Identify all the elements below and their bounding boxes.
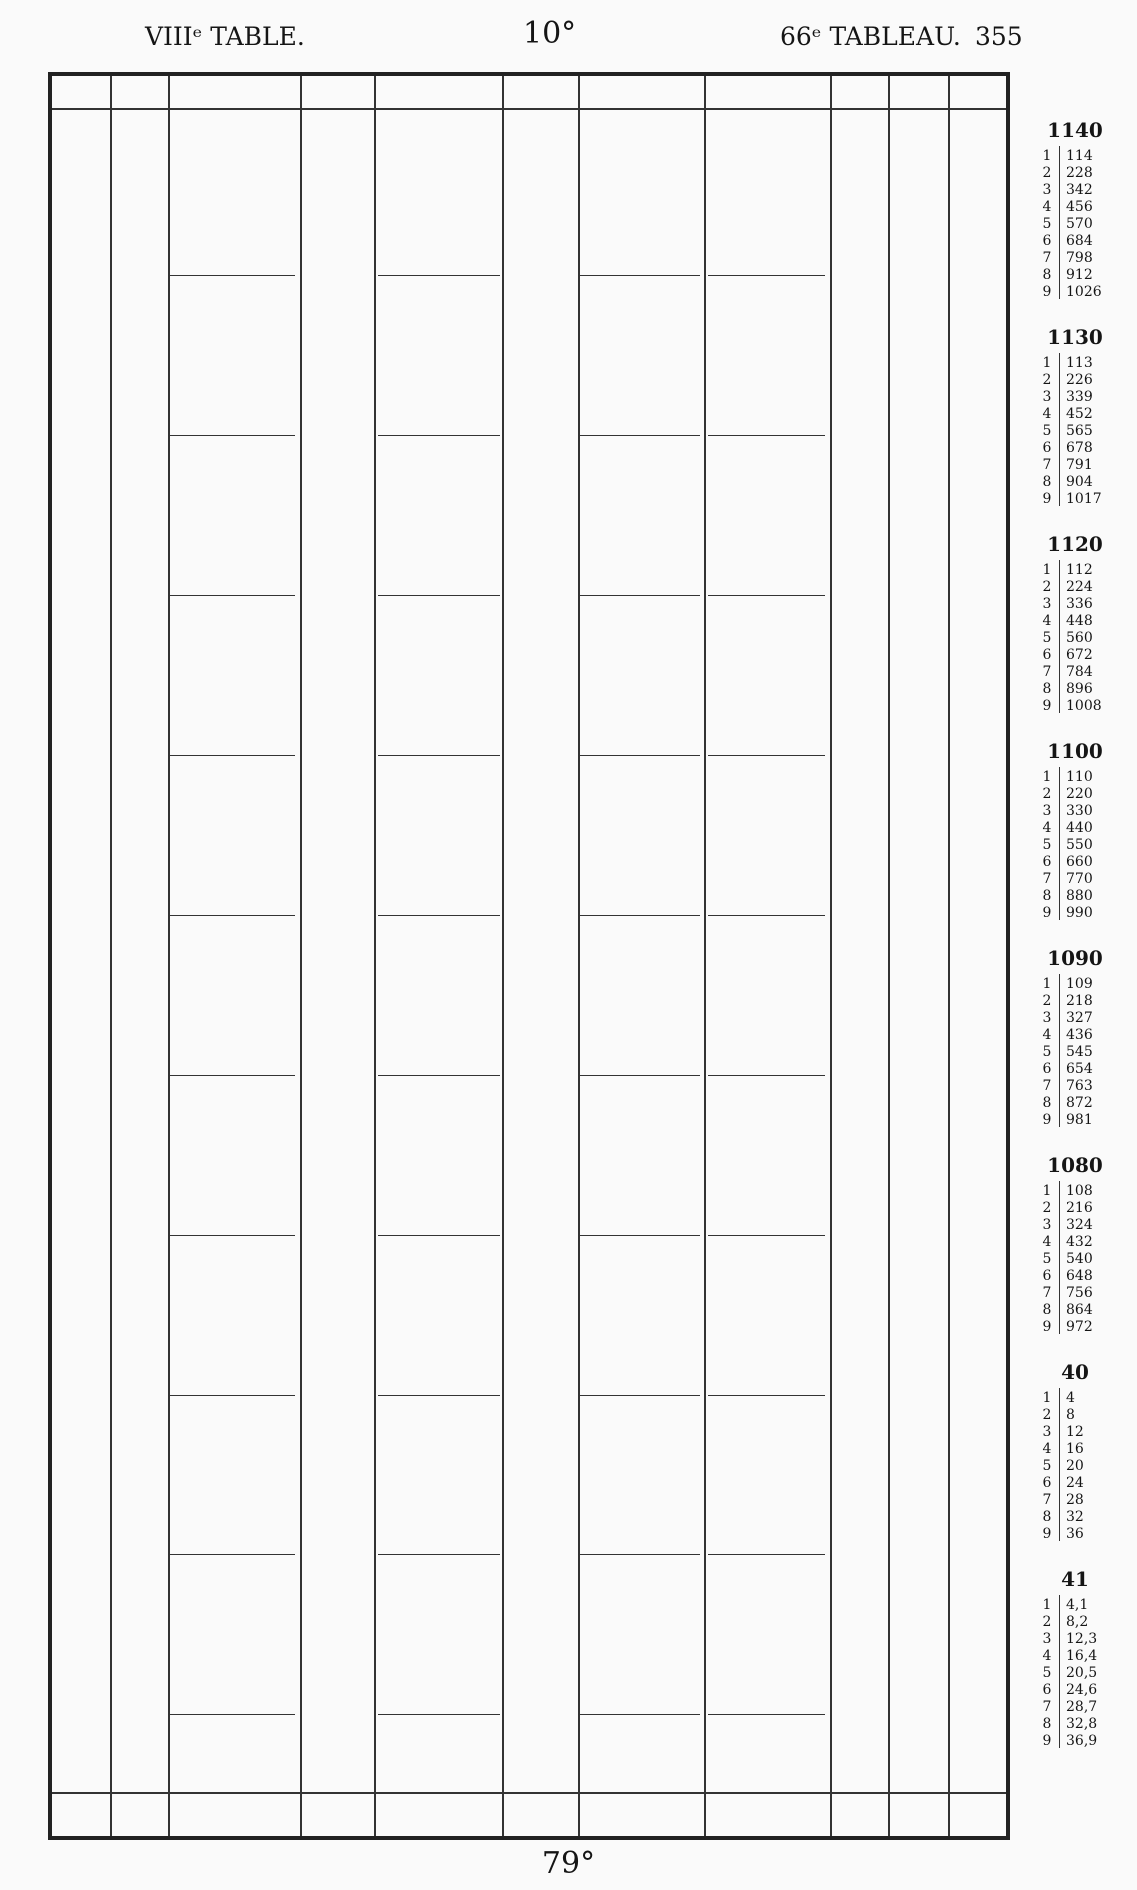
prop-digit: 1 <box>1042 1597 1052 1613</box>
tang-value <box>378 755 500 756</box>
prop-digit: 6 <box>1042 1268 1052 1284</box>
prop-value: 896 <box>1066 681 1093 697</box>
prop-value: 540 <box>1066 1251 1093 1267</box>
prop-digit: 8 <box>1042 681 1052 697</box>
sin-value <box>170 755 295 756</box>
sin-value <box>170 1075 295 1076</box>
column-divider <box>374 76 376 1836</box>
prop-value: 228 <box>1066 165 1093 181</box>
tang-value <box>378 1235 500 1236</box>
prop-digit: 9 <box>1042 905 1052 921</box>
cotg-value <box>580 1714 700 1715</box>
prop-digit: 1 <box>1042 355 1052 371</box>
prop-value: 440 <box>1066 820 1093 836</box>
cotg-value <box>580 275 700 276</box>
prop-value: 36 <box>1066 1526 1084 1542</box>
cos-value <box>708 1235 825 1236</box>
column-divider <box>110 76 112 1836</box>
prop-table-title: 1090 <box>1047 946 1103 970</box>
degree-title: 10° <box>523 16 577 51</box>
prop-value: 763 <box>1066 1078 1093 1094</box>
prop-table-divider <box>1059 767 1060 920</box>
prop-digit: 7 <box>1042 1492 1052 1508</box>
prop-digit: 6 <box>1042 440 1052 456</box>
prop-digit: 6 <box>1042 647 1052 663</box>
prop-table-title: 1080 <box>1047 1153 1103 1177</box>
prop-digit: 7 <box>1042 664 1052 680</box>
prop-digit: 9 <box>1042 491 1052 507</box>
prop-value: 20,5 <box>1066 1665 1098 1681</box>
prop-value: 565 <box>1066 423 1093 439</box>
prop-value: 672 <box>1066 647 1093 663</box>
tang-value <box>378 595 500 596</box>
prop-table-title: 1130 <box>1047 325 1103 349</box>
tang-value <box>378 1554 500 1555</box>
prop-value: 218 <box>1066 993 1093 1009</box>
prop-value: 756 <box>1066 1285 1093 1301</box>
column-divider <box>300 76 302 1836</box>
prop-digit: 7 <box>1042 457 1052 473</box>
prop-digit: 3 <box>1042 1424 1052 1440</box>
tang-value <box>378 1395 500 1396</box>
cos-value <box>708 1395 825 1396</box>
prop-digit: 2 <box>1042 165 1052 181</box>
prop-digit: 5 <box>1042 216 1052 232</box>
prop-value: 1026 <box>1066 284 1102 300</box>
prop-value: 545 <box>1066 1044 1093 1060</box>
prop-value: 791 <box>1066 457 1093 473</box>
cotg-value <box>580 1075 700 1076</box>
prop-digit: 3 <box>1042 1217 1052 1233</box>
prop-digit: 2 <box>1042 786 1052 802</box>
prop-digit: 1 <box>1042 769 1052 785</box>
prop-value: 24 <box>1066 1475 1084 1491</box>
prop-table-title: 41 <box>1061 1567 1089 1591</box>
tang-value <box>378 915 500 916</box>
page-number: 355 <box>975 22 1023 51</box>
prop-digit: 9 <box>1042 698 1052 714</box>
prop-digit: 6 <box>1042 1682 1052 1698</box>
prop-table-divider <box>1059 974 1060 1127</box>
prop-table-divider <box>1059 146 1060 299</box>
prop-table-title: 1100 <box>1047 739 1103 763</box>
prop-digit: 4 <box>1042 1441 1052 1457</box>
prop-digit: 3 <box>1042 182 1052 198</box>
prop-value: 654 <box>1066 1061 1093 1077</box>
prop-value: 342 <box>1066 182 1093 198</box>
prop-table-divider <box>1059 560 1060 713</box>
prop-value: 4,1 <box>1066 1597 1089 1613</box>
prop-table-divider <box>1059 1181 1060 1334</box>
prop-value: 113 <box>1066 355 1093 371</box>
prop-digit: 2 <box>1042 579 1052 595</box>
prop-digit: 6 <box>1042 1475 1052 1491</box>
prop-table-divider <box>1059 353 1060 506</box>
prop-value: 448 <box>1066 613 1093 629</box>
prop-digit: 6 <box>1042 233 1052 249</box>
cotg-value <box>580 1395 700 1396</box>
prop-digit: 5 <box>1042 630 1052 646</box>
column-divider <box>704 76 706 1836</box>
prop-digit: 4 <box>1042 613 1052 629</box>
prop-value: 20 <box>1066 1458 1084 1474</box>
prop-digit: 8 <box>1042 888 1052 904</box>
prop-value: 880 <box>1066 888 1093 904</box>
prop-digit: 3 <box>1042 1631 1052 1647</box>
prop-table-divider <box>1059 1595 1060 1748</box>
prop-digit: 7 <box>1042 1285 1052 1301</box>
prop-value: 28 <box>1066 1492 1084 1508</box>
prop-digit: 4 <box>1042 1027 1052 1043</box>
prop-value: 224 <box>1066 579 1093 595</box>
prop-digit: 9 <box>1042 1526 1052 1542</box>
prop-digit: 3 <box>1042 803 1052 819</box>
prop-value: 8 <box>1066 1407 1075 1423</box>
prop-digit: 9 <box>1042 1112 1052 1128</box>
cos-value <box>708 915 825 916</box>
prop-digit: 4 <box>1042 820 1052 836</box>
prop-digit: 7 <box>1042 1699 1052 1715</box>
table-frame <box>48 72 1010 1840</box>
cos-value <box>708 435 825 436</box>
footer-rule <box>52 1792 1006 1794</box>
prop-digit: 8 <box>1042 1095 1052 1111</box>
prop-value: 16 <box>1066 1441 1084 1457</box>
prop-value: 560 <box>1066 630 1093 646</box>
prop-digit: 8 <box>1042 1509 1052 1525</box>
prop-digit: 7 <box>1042 871 1052 887</box>
prop-digit: 1 <box>1042 148 1052 164</box>
prop-digit: 5 <box>1042 1044 1052 1060</box>
prop-digit: 1 <box>1042 1390 1052 1406</box>
prop-value: 4 <box>1066 1390 1075 1406</box>
prop-value: 912 <box>1066 267 1093 283</box>
sin-value <box>170 595 295 596</box>
prop-digit: 5 <box>1042 423 1052 439</box>
tableau-label: 66ᵉ TABLEAU. <box>780 22 961 51</box>
prop-digit: 9 <box>1042 284 1052 300</box>
prop-digit: 8 <box>1042 474 1052 490</box>
prop-digit: 9 <box>1042 1733 1052 1749</box>
prop-table-title: 40 <box>1061 1360 1089 1384</box>
prop-digit: 3 <box>1042 596 1052 612</box>
column-divider <box>830 76 832 1836</box>
prop-value: 16,4 <box>1066 1648 1098 1664</box>
prop-digit: 4 <box>1042 406 1052 422</box>
prop-digit: 5 <box>1042 1458 1052 1474</box>
prop-value: 1017 <box>1066 491 1102 507</box>
prop-value: 109 <box>1066 976 1093 992</box>
prop-value: 336 <box>1066 596 1093 612</box>
prop-digit: 2 <box>1042 372 1052 388</box>
column-divider <box>502 76 504 1836</box>
prop-value: 798 <box>1066 250 1093 266</box>
prop-value: 32,8 <box>1066 1716 1098 1732</box>
sin-value <box>170 1395 295 1396</box>
prop-value: 648 <box>1066 1268 1093 1284</box>
prop-value: 32 <box>1066 1509 1084 1525</box>
prop-table-title: 1120 <box>1047 532 1103 556</box>
cos-value <box>708 275 825 276</box>
prop-value: 981 <box>1066 1112 1093 1128</box>
prop-value: 110 <box>1066 769 1093 785</box>
prop-digit: 1 <box>1042 976 1052 992</box>
prop-digit: 5 <box>1042 1665 1052 1681</box>
prop-digit: 4 <box>1042 1234 1052 1250</box>
prop-value: 1008 <box>1066 698 1102 714</box>
prop-digit: 3 <box>1042 389 1052 405</box>
prop-value: 330 <box>1066 803 1093 819</box>
sin-value <box>170 435 295 436</box>
prop-value: 28,7 <box>1066 1699 1098 1715</box>
cotg-value <box>580 1554 700 1555</box>
cotg-value <box>580 1235 700 1236</box>
prop-value: 327 <box>1066 1010 1093 1026</box>
cos-value <box>708 1554 825 1555</box>
prop-value: 864 <box>1066 1302 1093 1318</box>
prop-digit: 8 <box>1042 1302 1052 1318</box>
cotg-value <box>580 755 700 756</box>
column-divider <box>168 76 170 1836</box>
prop-digit: 9 <box>1042 1319 1052 1335</box>
cotg-value <box>580 595 700 596</box>
prop-digit: 1 <box>1042 562 1052 578</box>
prop-digit: 1 <box>1042 1183 1052 1199</box>
prop-value: 108 <box>1066 1183 1093 1199</box>
sin-value <box>170 1235 295 1236</box>
prop-value: 972 <box>1066 1319 1093 1335</box>
prop-value: 904 <box>1066 474 1093 490</box>
cotg-value <box>580 915 700 916</box>
prop-table-title: 1140 <box>1047 118 1103 142</box>
prop-value: 436 <box>1066 1027 1093 1043</box>
page-footer-degree: 79° <box>541 1846 596 1881</box>
prop-value: 432 <box>1066 1234 1093 1250</box>
prop-value: 452 <box>1066 406 1093 422</box>
prop-value: 684 <box>1066 233 1093 249</box>
sin-value <box>170 275 295 276</box>
prop-digit: 6 <box>1042 854 1052 870</box>
prop-value: 784 <box>1066 664 1093 680</box>
prop-table-divider <box>1059 1388 1060 1541</box>
prop-digit: 8 <box>1042 267 1052 283</box>
tang-value <box>378 1075 500 1076</box>
prop-value: 226 <box>1066 372 1093 388</box>
prop-digit: 2 <box>1042 993 1052 1009</box>
tang-value <box>378 275 500 276</box>
tang-value <box>378 1714 500 1715</box>
prop-digit: 8 <box>1042 1716 1052 1732</box>
cos-value <box>708 595 825 596</box>
prop-value: 36,9 <box>1066 1733 1098 1749</box>
prop-value: 550 <box>1066 837 1093 853</box>
prop-value: 24,6 <box>1066 1682 1098 1698</box>
column-divider <box>888 76 890 1836</box>
prop-value: 872 <box>1066 1095 1093 1111</box>
prop-value: 570 <box>1066 216 1093 232</box>
table-label: VIIIᵉ TABLE. <box>145 22 305 51</box>
prop-value: 678 <box>1066 440 1093 456</box>
sin-value <box>170 1714 295 1715</box>
prop-value: 216 <box>1066 1200 1093 1216</box>
prop-value: 114 <box>1066 148 1093 164</box>
prop-value: 12,3 <box>1066 1631 1098 1647</box>
prop-value: 660 <box>1066 854 1093 870</box>
prop-value: 220 <box>1066 786 1093 802</box>
prop-value: 770 <box>1066 871 1093 887</box>
prop-digit: 7 <box>1042 250 1052 266</box>
prop-value: 990 <box>1066 905 1093 921</box>
prop-digit: 6 <box>1042 1061 1052 1077</box>
cotg-value <box>580 435 700 436</box>
prop-digit: 3 <box>1042 1010 1052 1026</box>
tang-value <box>378 435 500 436</box>
prop-value: 339 <box>1066 389 1093 405</box>
cos-value <box>708 1714 825 1715</box>
prop-digit: 4 <box>1042 199 1052 215</box>
prop-value: 456 <box>1066 199 1093 215</box>
prop-value: 12 <box>1066 1424 1084 1440</box>
column-divider <box>578 76 580 1836</box>
prop-value: 324 <box>1066 1217 1093 1233</box>
prop-digit: 2 <box>1042 1407 1052 1423</box>
sin-value <box>170 1554 295 1555</box>
header-rule <box>52 108 1006 110</box>
column-divider <box>948 76 950 1836</box>
prop-value: 8,2 <box>1066 1614 1089 1630</box>
prop-digit: 7 <box>1042 1078 1052 1094</box>
prop-value: 112 <box>1066 562 1093 578</box>
sin-value <box>170 915 295 916</box>
prop-digit: 2 <box>1042 1614 1052 1630</box>
cos-value <box>708 755 825 756</box>
cos-value <box>708 1075 825 1076</box>
prop-digit: 5 <box>1042 837 1052 853</box>
prop-digit: 4 <box>1042 1648 1052 1664</box>
prop-digit: 5 <box>1042 1251 1052 1267</box>
prop-digit: 2 <box>1042 1200 1052 1216</box>
